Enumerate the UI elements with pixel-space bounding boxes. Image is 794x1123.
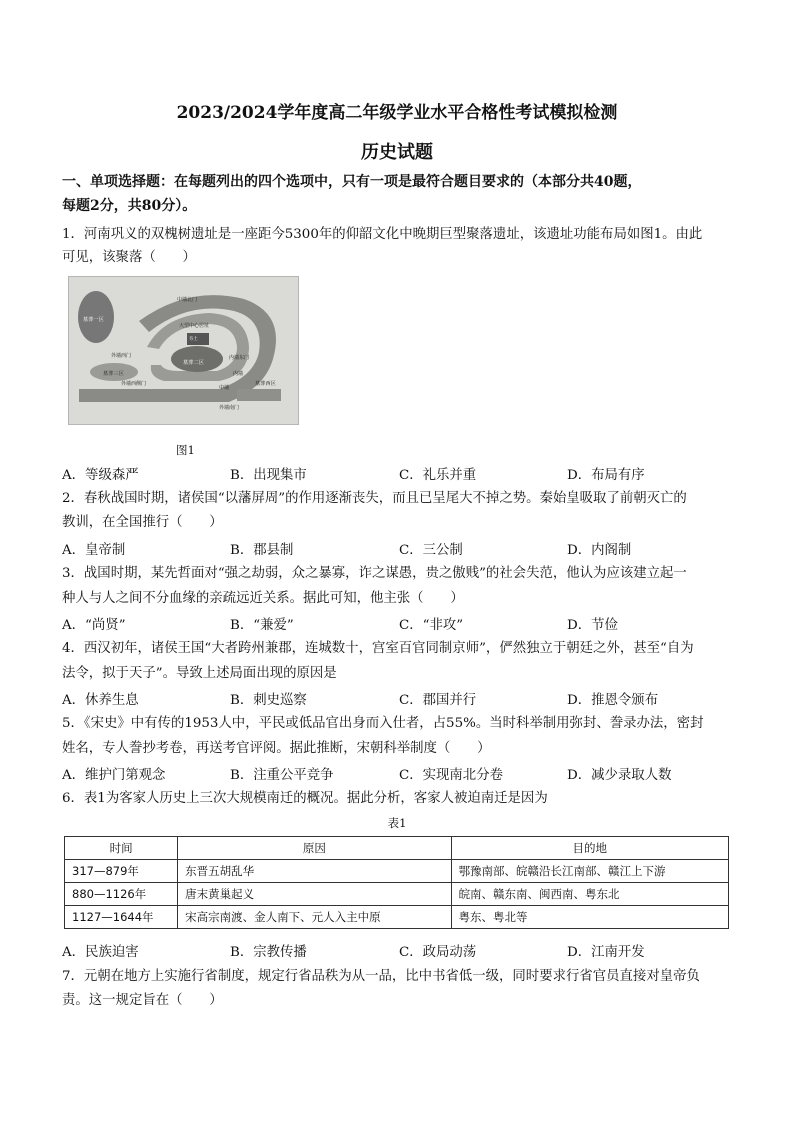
q5-option-d: D．减少录取人数 xyxy=(567,768,672,783)
question-1-options xyxy=(62,464,737,484)
question-3-line1: 3．战国时期，某先哲面对“强之劫弱，众之暴寡，诈之谋愚，贵之傲贱”的社会失范，他认为应该建立起一 xyxy=(62,566,687,581)
question-6-options xyxy=(62,941,737,961)
table-cell: 东晋五胡乱华 xyxy=(178,860,451,883)
table-row xyxy=(65,906,729,929)
question-2-options xyxy=(62,539,737,559)
question-7-line1: 7．元朝在地方上实施行省制度，规定行省品秩为从一品，比中书省低一级，同时要求行省官员直接对皇帝负 xyxy=(62,969,700,984)
table-header-cause: 原因 xyxy=(178,837,451,860)
question-2-line1: 2．春秋战国时期，诸侯国“以藩屏周”的作用逐渐丧失，而且已呈尾大不掉之势。秦始皇吸取了前朝灭亡的 xyxy=(62,491,687,506)
q6-option-b: B．宗教传播 xyxy=(230,945,307,960)
table-1-caption: 表1 xyxy=(387,816,407,830)
q2-option-b: B．郡县制 xyxy=(230,543,294,558)
label-outer-west: 外墙西门 xyxy=(111,353,132,359)
site-layout-diagram xyxy=(69,277,298,424)
label-outer-south: 外墙南门 xyxy=(219,405,240,411)
table-cell: 317—879年 xyxy=(65,860,178,883)
q2-option-d: D．内阁制 xyxy=(567,543,632,558)
q6-option-a: A．民族迫害 xyxy=(62,945,139,960)
table-cell: 宋高宗南渡、金人南下、元人入主中原 xyxy=(178,906,451,929)
question-3-line2: 种人与人之间不分血缘的亲疏远近关系。据此可知，他主张（ ） xyxy=(62,591,464,606)
q3-option-d: D．节俭 xyxy=(567,618,618,633)
q3-option-b: B．“兼爱” xyxy=(230,618,294,633)
q5-option-b: B．注重公平竞争 xyxy=(230,768,334,783)
q6-option-d: D．江南开发 xyxy=(567,945,645,960)
question-3-options xyxy=(62,614,737,634)
table-cell: 皖南、赣东南、闽西南、粤东北 xyxy=(451,883,728,906)
question-1-line2: 可见，该聚落（ ） xyxy=(62,250,196,265)
label-building: 夯土 xyxy=(189,337,198,342)
exam-title: 2023/2024学年度高二年级学业水平合格性考试模拟检测 xyxy=(176,103,618,123)
q2-option-a: A．皇帝制 xyxy=(62,543,126,558)
q5-option-a: A．维护门第观念 xyxy=(62,768,166,783)
q4-option-c: C．郡国并行 xyxy=(399,693,477,708)
question-5-options xyxy=(62,764,737,784)
q4-option-b: B．刺史巡察 xyxy=(230,693,307,708)
q6-option-c: C．政局动荡 xyxy=(399,945,477,960)
exam-subject: 历史试题 xyxy=(361,142,433,163)
label-inner-north: 中墙北门 xyxy=(177,297,198,303)
figure-1-site-layout xyxy=(68,276,299,425)
label-outer-west2: 外墙西侧门 xyxy=(121,381,147,387)
label-cemetery3: 墓葬三区 xyxy=(103,371,124,377)
label-cemetery1: 墓葬一区 xyxy=(83,317,104,323)
question-7-line2: 责。这一规定旨在（ ） xyxy=(62,993,223,1008)
section-heading-line1: 一、单项选择题：在每题列出的四个选项中，只有一项是最符合题目要求的（本部分共40题， xyxy=(62,174,642,190)
q1-option-c: C．礼乐并重 xyxy=(399,468,477,483)
label-mid-wall: 中墙 xyxy=(219,385,230,391)
q4-option-d: D．推恩令颁布 xyxy=(567,693,659,708)
q3-option-a: A．“尚贤” xyxy=(62,618,126,633)
table-cell: 鄂豫南部、皖赣沿长江南部、赣江上下游 xyxy=(451,860,728,883)
question-5-line1: 5．《宋史》中有传的1953人中，平民或低品官出身而入仕者，占55%。当时科举制用弥封、誊录办法，密封 xyxy=(62,716,704,731)
section-heading-line2: 每题2分，共80分）。 xyxy=(62,198,197,214)
label-cemetery-west: 墓葬西区 xyxy=(255,381,276,387)
label-inner-east: 内墙东门 xyxy=(229,355,250,361)
table-1-migration xyxy=(64,836,729,929)
q1-option-a: A．等级森严 xyxy=(62,468,139,483)
question-2-line2: 教训，在全国推行（ ） xyxy=(62,515,223,530)
question-5-line2: 姓名，专人誊抄考卷，再送考官评阅。据此推断，宋朝科举制度（ ） xyxy=(62,741,491,756)
table-cell: 粤东、粤北等 xyxy=(451,906,728,929)
question-6-line1: 6．表1为客家人历史上三次大规模南迁的概况。据此分析，客家人被迫南迁是因为 xyxy=(62,791,548,806)
question-1-line1: 1．河南巩义的双槐树遗址是一座距今5300年的仰韶文化中晚期巨型聚落遗址，该遗址功能布局如图1。由此 xyxy=(62,227,703,242)
table-cell: 唐末黄巢起义 xyxy=(178,883,451,906)
table-header-row xyxy=(65,837,729,860)
q1-option-d: D．布局有序 xyxy=(567,468,645,483)
table-header-destination: 目的地 xyxy=(451,837,728,860)
q3-option-c: C．“非攻” xyxy=(399,618,464,633)
label-inner-wall: 内墙 xyxy=(233,371,244,377)
table-row xyxy=(65,883,729,906)
cemetery-zone-west xyxy=(237,389,281,401)
label-center: 大型中心居址 xyxy=(179,323,210,329)
question-4-options xyxy=(62,689,737,709)
table-header-time: 时间 xyxy=(65,837,178,860)
table-cell: 880—1126年 xyxy=(65,883,178,906)
question-4-line1: 4．西汉初年，诸侯王国“大者跨州兼郡，连城数十，宫室百官同制京师”，俨然独立于朝廷之外，甚至“自为 xyxy=(62,641,694,656)
q1-option-b: B．出现集市 xyxy=(230,468,307,483)
table-cell: 1127—1644年 xyxy=(65,906,178,929)
figure-1-caption: 图1 xyxy=(176,443,195,457)
q4-option-a: A．休养生息 xyxy=(62,693,139,708)
question-4-line2: 法令，拟于天子”。导致上述局面出现的原因是 xyxy=(62,666,337,681)
q2-option-c: C．三公制 xyxy=(399,543,463,558)
label-cemetery2: 墓葬二区 xyxy=(183,360,204,366)
q5-option-c: C．实现南北分卷 xyxy=(399,768,503,783)
table-row xyxy=(65,860,729,883)
cemetery-zone-2 xyxy=(171,346,223,372)
